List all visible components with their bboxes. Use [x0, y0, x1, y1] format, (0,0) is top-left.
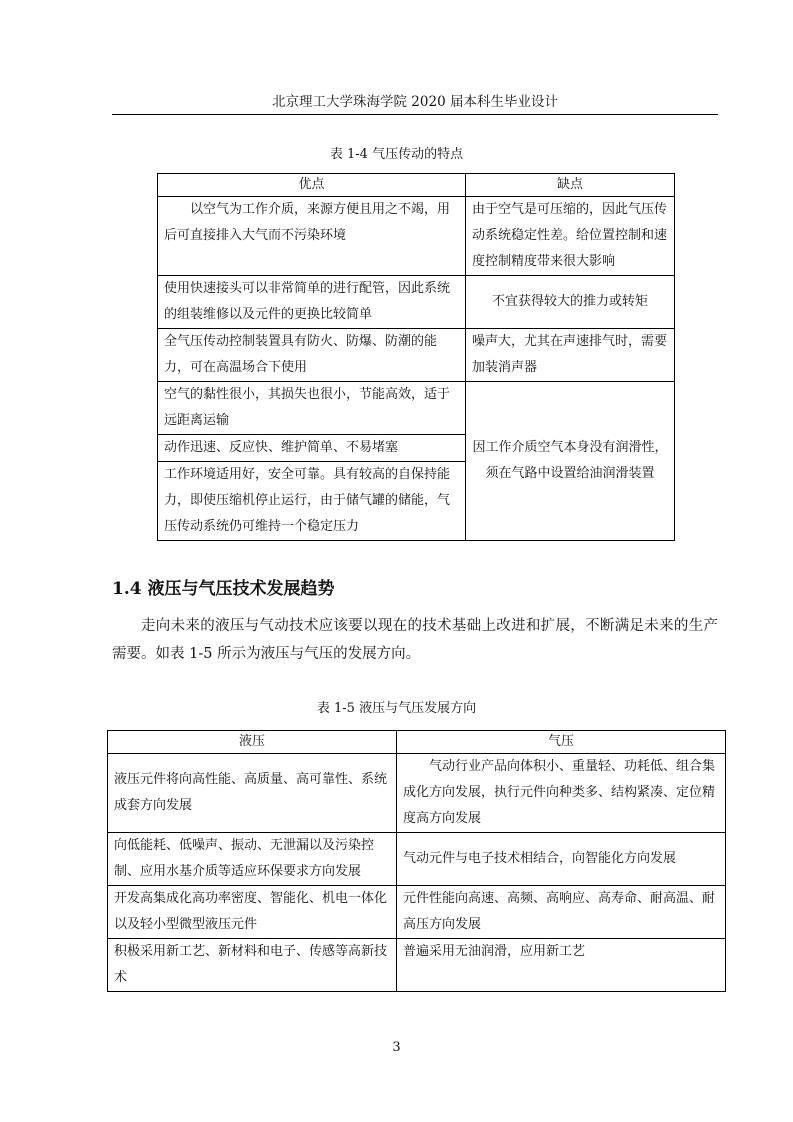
- table-cell: 向低能耗、低噪声、振动、无泄漏以及污染控制、应用水基介质等适应环保要求方向发展: [108, 833, 397, 886]
- table-caption: 表 1-4 气压传动的特点: [329, 147, 464, 162]
- table-cell: 液压元件将向高性能、高质量、高可靠性、系统成套方向发展: [108, 754, 397, 833]
- development-trends-table: [107, 730, 726, 992]
- column-header-hydraulic: 液压: [108, 731, 397, 754]
- page-number: 3: [392, 1040, 401, 1055]
- table-cell: 开发高集成化高功率密度、智能化、机电一体化以及轻小型微型液压元件: [108, 886, 397, 939]
- table-cell: 噪声大，尤其在声速排气时，需要加装消声器: [466, 329, 675, 382]
- table-cell: 工作环境适用好，安全可靠。具有较高的自保持能力，即使压缩机停止运行，由于储气罐的储能，气压传动系统仍可维持一个稳定压力: [158, 462, 466, 541]
- table-cell: 积极采用新工艺、新材料和电子、传感等高新技术: [108, 939, 397, 992]
- column-header-advantages: 优点: [158, 174, 466, 197]
- table-cell: 不宜获得较大的推力或转矩: [466, 276, 675, 329]
- table-caption: 表 1-5 液压与气压发展方向: [316, 701, 477, 716]
- pneumatic-features-table: [157, 173, 675, 541]
- page-header: 北京理工大学珠海学院 2020 届本科生毕业设计: [112, 92, 718, 115]
- table-cell: 全气压传动控制装置具有防火、防爆、防潮的能力，可在高温场合下使用: [158, 329, 466, 382]
- table-cell: 空气的黏性很小，其损失也很小，节能高效，适于远距离运输: [158, 382, 466, 435]
- body-paragraph: 走向未来的液压与气动技术应该要以现在的技术基础上改进和扩展，不断满足未来的生产需要。如表 1-5 所示为液压与气压的发展方向。: [112, 618, 718, 662]
- table-cell: 因工作介质空气本身没有润滑性，须在气路中设置给油润滑装置: [466, 382, 675, 541]
- table-cell: 元件性能向高速、高频、高响应、高寿命、耐高温、耐高压方向发展: [397, 886, 726, 939]
- table-cell: 气动行业产品向体积小、重量轻、功耗低、组合集成化方向发展，执行元件向种类多、结构紧凑、定位精度高方向发展: [397, 754, 726, 833]
- table-cell: 使用快速接头可以非常简单的进行配管，因此系统的组装维修以及元件的更换比较简单: [158, 276, 466, 329]
- column-header-pneumatic: 气压: [397, 731, 726, 754]
- table-cell: 以空气为工作介质，来源方便且用之不竭，用后可直接排入大气而不污染环境: [158, 197, 466, 276]
- table-cell: 气动元件与电子技术相结合，向智能化方向发展: [397, 833, 726, 886]
- column-header-disadvantages: 缺点: [466, 174, 675, 197]
- table-cell: 普遍采用无油润滑，应用新工艺: [397, 939, 726, 992]
- table-cell: 由于空气是可压缩的，因此气压传动系统稳定性差。给位置控制和速度控制精度带来很大影响: [466, 197, 675, 276]
- section-heading: 1.4 液压与气压技术发展趋势: [112, 579, 335, 599]
- table-cell: 动作迅速、反应快、维护简单、不易堵塞: [158, 435, 466, 462]
